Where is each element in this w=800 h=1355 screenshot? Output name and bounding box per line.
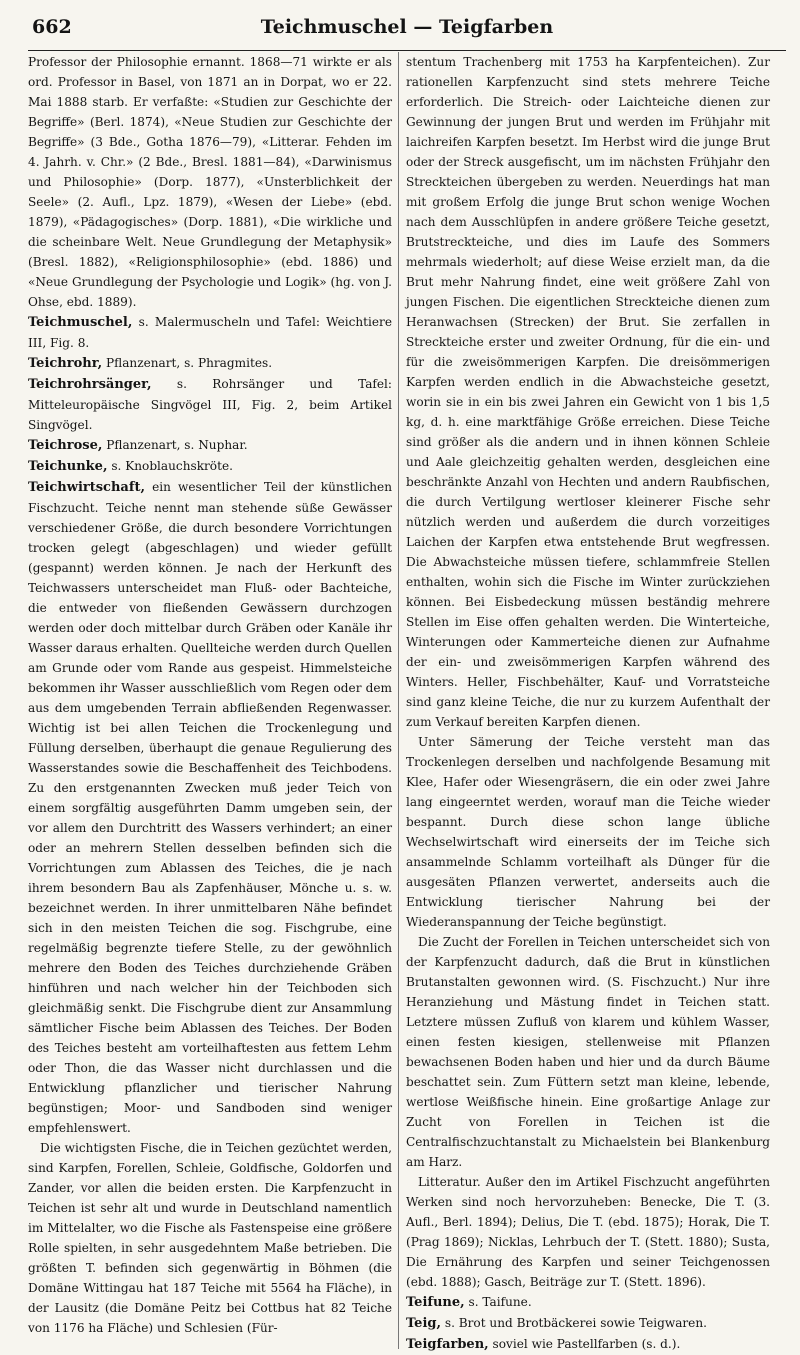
entry-text: s. Taifune. xyxy=(464,1295,532,1309)
entry-headword: Teichwirtschaft, xyxy=(28,480,145,495)
running-head: Teichmuschel — Teigfarben xyxy=(260,16,554,38)
dictionary-entry xyxy=(406,1334,770,1355)
entry-headword: Teichunke, xyxy=(28,459,108,474)
entry-text: s. Rohrsänger und Tafel: Mitteleuropäische Singvögel III, Fig. 2, beim Artikel Singvögel. xyxy=(28,377,392,432)
continued-paragraph: Professor der Philosophie ernannt. 1868—71 wirkte er als ord. Professor in Basel, von 1871 an in Dorpat, wo er 22. Mai 1888 starb. Er verfaßte: «Studien zur Geschichte der Begriffe» (Berl. 1874), «Neue Studien zur Geschichte der Begriffe» (3 Bde., Gotha 1876—79), «Litterar. Fehden im 4. Jahrh. v. Chr.» (2 Bde., Bresl. 1881—84), «Darwinismus und Philosophie» (Dorp. 1877), «Unsterblichkeit der Seele» (2. Aufl., Lpz. 1879), «Wesen der Liebe» (ebd. 1879), «Pädagogisches» (Dorp. 1881), «Die wirkliche und die scheinbare Welt. Neue Grundlegung der Metaphysik» (Bresl. 1882), «Religionsphilosophie» (ebd. 1886) und «Neue Grundlegung der Psychologie und Logik» (hg. von J. Ohse, ebd. 1889). xyxy=(28,55,392,309)
entry-text: Pflanzenart, s. Nuphar. xyxy=(102,438,248,452)
entry-headword: Teichmuschel, xyxy=(28,315,133,330)
entry-headword: Teifune, xyxy=(406,1295,465,1310)
text-columns xyxy=(28,52,786,1352)
entry-text: ein wesentlicher Teil der künstlichen Fischzucht. Teiche nennt man stehende süße Gewässer verschiedener Größe, die durch besondere Vorrichtungen trocken gelegt (abgeschlagen) und wieder gefüllt (gespannt) werden können. Je nach der Herkunft des Teichwassers unterscheidet man Fluß- oder Bachteiche, die entweder von fließenden Gewässern durchzogen werden oder doch mittelbar durch Gräben oder Kanäle ihr Wasser daraus erhalten. Quellteiche werden durch Quellen am Grunde oder vom Rande aus gespeist. Himmelsteiche bekommen ihr Wasser ausschließlich vom Regen oder dem aus dem umgebenden Terrain abfließenden Regenwasser. Wichtig ist bei allen Teichen die Trockenlegung und Füllung derselben, überhaupt die genaue Regulierung des Wasserstandes sowie die Beschaffenheit des Teichbodens. Zu den erstgenannten Zwecken muß jeder Teich von einem sorgfältig ausgeführten Damm umgeben sein, der vor allem den Durchtritt des Wassers verhindert; an einer oder an mehrern Stellen desselben befinden sich die Vorrichtungen zum Ablassen des Teiches, die je nach ihrem besondern Bau als Zapfenhäuser, Mönche u. s. w. bezeichnet werden. In ihrer unmittelbaren Nähe befindet sich in den meisten Teichen die sog. Fischgrube, eine regelmäßig begrenzte tiefere Stelle, zu der gewöhnlich mehrere den Boden des Teiches durchziehende Gräben hinführen und nach welcher hin der Teichboden sich gleichmäßig senkt. Die Fischgrube dient zur Ansammlung sämtlicher Fische beim Ablassen des Teiches. Der Boden des Teiches besteht am vorteilhaftesten aus fettem Lehm oder Thon, die das Wasser nicht durchlassen und die Entwicklung pflanzlicher und tierischer Nahrung begünstigen; Moor- und Sandboden sind weniger empfehlenswert. xyxy=(28,480,392,1135)
dictionary-entry xyxy=(406,1292,770,1313)
column-divider xyxy=(398,52,399,1349)
continued-paragraph: stentum Trachenberg mit 1753 ha Karpfenteichen). Zur rationellen Karpfenzucht sind stets mehrere Teiche erforderlich. Die Streich- oder Laichteiche dienen zur Gewinnung der jungen Brut und werden im Frühjahr mit laichreifen Karpfen besetzt. Im Herbst wird die junge Brut oder der Streck ausgefischt, um im nächsten Frühjahr den Streckteichen übergeben zu werden. Neuerdings hat man mit großem Erfolg die junge Brut schon wenige Wochen nach dem Ausschlüpfen in andere größere Teiche gesetzt, Brutstreckteiche, und dies im Laufe des Sommers mehrmals wiederholt; auf diese Weise erzielt man, da die Brut mehr Nahrung findet, eine weit größere Zahl von jungen Fischen. Die eigentlichen Streckteiche dienen zum Heranwachsen (Strecken) der Brut. Sie zerfallen in Streckteiche erster und zweiter Ordnung, für die ein- und für die zweisömmerigen Karpfen. Die dreisömmerigen Karpfen werden endlich in die Abwachsteiche gesetzt, worin sie in ein bis zwei Jahren ein Gewicht von 1 bis 1,5 kg, d. h. eine marktfähige Größe erreichen. Diese Teiche sind größer als die andern und in ihnen können Schleie und Aale gleichzeitig gehalten werden, desgleichen eine beschränkte Anzahl von Hechten und andern Raubfischen, die durch Vertilgung wertloser kleinerer Fische sehr nützlich werden und außerdem die durch vorzeitiges Laichen der Karpfen etwa entstehende Brut wegfressen. Die Abwachsteiche müssen tiefere, schlammfreie Stellen enthalten, wohin sich die Fische im Winter zurückziehen können. Bei Eisbedeckung müssen beständig mehrere Stellen im Eise offen gehalten werden. Die Winterteiche, Winterungen oder Kammerteiche dienen zur Aufnahme der ein- und zweisömmerigen Karpfen während des Winters. Heller, Fischbehälter, Kauf- und Vorratsteiche sind ganz kleine Teiche, die nur zu kurzem Aufenthalt der zum Verkauf bereiten Karpfen dienen. xyxy=(406,55,770,729)
dictionary-entry xyxy=(28,456,392,477)
dictionary-entry xyxy=(406,1313,770,1334)
entry-headword: Teichrose, xyxy=(28,438,103,453)
right-column xyxy=(406,52,770,1352)
dictionary-entry xyxy=(28,353,392,374)
entry-text: s. Malermuscheln und Tafel: Weichtiere III, Fig. 8. xyxy=(28,315,392,350)
dictionary-entry xyxy=(28,435,392,456)
entry-text: s. Knoblauchskröte. xyxy=(107,459,233,473)
entry-headword: Teichrohr, xyxy=(28,356,103,371)
body-paragraph: Litteratur. Außer den im Artikel Fischzucht angeführten Werken sind noch hervorzuheben: Benecke, Die T. (3. Aufl., Berl. 1894); Delius, Die T. (ebd. 1875); Horak, Die T. (Prag 1869); Nicklas, Lehrbuch der T. (Stett. 1880); Susta, Die Ernährung des Karpfen und seiner Teichgenossen (ebd. 1888); Gasch, Beiträge zur T. (Stett. 1896). xyxy=(406,1175,770,1289)
entry-headword: Teig, xyxy=(406,1316,442,1331)
left-column xyxy=(28,52,392,1349)
body-paragraph: Die Zucht der Forellen in Teichen unterscheidet sich von der Karpfenzucht dadurch, daß die Brut in künstlichen Brutanstalten gewonnen wird. (S. Fischzucht.) Nur ihre Heranziehung und Mästung findet in Teichen statt. Letztere müssen Zufluß von klarem und kühlem Wasser, einen festen kiesigen, stellenweise mit Pflanzen bewachsenen Boden haben und hier und da durch Bäume beschattet sein. Zum Füttern setzt man kleine, lebende, wertlose Weißfische hinein. Eine großartige Anlage zur Zucht von Forellen in Teichen ist die Centralfischzuchtanstalt zu Michaelstein bei Blankenburg am Harz. xyxy=(406,935,770,1169)
entry-text: soviel wie Pastellfarben (s. d.). xyxy=(488,1337,681,1351)
dictionary-entry xyxy=(28,477,392,1138)
page-number: 662 xyxy=(32,16,72,38)
entry-headword: Teichrohrsänger, xyxy=(28,377,152,392)
entry-text: Pflanzenart, s. Phragmites. xyxy=(102,356,273,370)
entry-text: s. Brot und Brotbäckerei sowie Teigwaren. xyxy=(441,1316,707,1330)
dictionary-entry xyxy=(28,374,392,435)
dictionary-entry xyxy=(28,312,392,353)
body-paragraph: Die wichtigsten Fische, die in Teichen gezüchtet werden, sind Karpfen, Forellen, Schleie, Goldfische, Goldorfen und Zander, vor allen die beiden ersten. Die Karpfenzucht in Teichen ist sehr alt und wurde in Deutschland namentlich im Mittelalter, wo die Fische als Fastenspeise eine größere Rolle spielten, in sehr ausgedehntem Maße betrieben. Die größten T. befinden sich gegenwärtig in Böhmen (die Domäne Wittingau hat 187 Teiche mit 5564 ha Fläche), in der Lausitz (die Domäne Peitz bei Cottbus hat 82 Teiche von 1176 ha Fläche) und Schlesien (Für- xyxy=(28,1141,392,1335)
entry-headword: Teigfarben, xyxy=(406,1337,489,1352)
page-header xyxy=(28,10,786,51)
body-paragraph: Unter Sämerung der Teiche versteht man das Trockenlegen derselben und nachfolgende Besamung mit Klee, Hafer oder Wiesengräsern, die ein oder zwei Jahre lang eingeerntet werden, worauf man die Teiche wieder bespannt. Durch diese schon lange übliche Wechselwirtschaft wird einerseits der im Teiche sich ansammelnde Schlamm vorteilhaft als Dünger für die ausgesäten Pflanzen verwertet, anderseits auch die Entwicklung tierischer Nahrung bei der Wiederanspannung der Teiche begünstigt. xyxy=(406,735,770,929)
